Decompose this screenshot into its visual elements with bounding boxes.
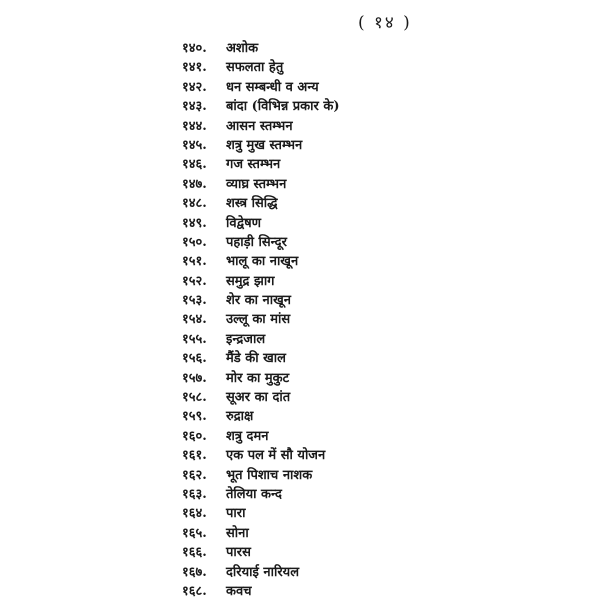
list-item — [182, 155, 340, 174]
list-item — [182, 349, 340, 368]
entry-number: १४७. — [182, 176, 207, 192]
entry-title: मोर का मुकुट — [226, 370, 290, 386]
entry-title: गज स्तम्भन — [226, 157, 281, 173]
entry-number: १६३. — [182, 486, 207, 502]
entry-number: १६०. — [182, 428, 207, 444]
list-item — [182, 136, 340, 155]
list-item — [182, 330, 340, 349]
entry-title: विद्वेषण — [226, 215, 261, 231]
entry-number: १४०. — [182, 41, 207, 56]
entry-title: पारा — [226, 506, 246, 522]
entry-title: इन्द्रजाल — [226, 331, 266, 347]
list-item — [182, 117, 340, 136]
entry-title: पहाड़ी सिन्दूर — [226, 234, 287, 250]
entry-title: शस्त्र सिद्धि — [226, 196, 278, 212]
list-item — [182, 485, 340, 504]
entry-number: १५३. — [182, 293, 207, 309]
entry-number: १६५. — [182, 525, 207, 541]
list-item — [182, 39, 340, 58]
entry-title: कवच — [226, 583, 252, 599]
entry-number: १६१. — [182, 448, 207, 464]
list-item — [182, 214, 340, 233]
entry-number: १४१. — [182, 60, 207, 76]
table-of-contents — [182, 39, 340, 600]
entry-number: १५५. — [182, 331, 207, 347]
entry-number: १६२. — [182, 467, 207, 483]
entry-title: अशोक — [226, 41, 259, 56]
entry-title: सोना — [226, 525, 249, 541]
entry-title: व्याघ्र स्तम्भन — [226, 176, 287, 192]
entry-title: मैंडे की खाल — [226, 351, 286, 367]
list-item — [182, 291, 340, 310]
list-item — [182, 504, 340, 523]
entry-number: १४४. — [182, 118, 207, 134]
entry-number: १५९. — [182, 409, 207, 425]
entry-number: १४६. — [182, 157, 207, 173]
list-item — [182, 175, 340, 194]
entry-number: १५२. — [182, 273, 207, 289]
entry-title: तेलिया कन्द — [226, 486, 282, 502]
entry-title: भूत पिशाच नाशक — [226, 467, 313, 483]
entry-number: १५०. — [182, 234, 207, 250]
list-item — [182, 310, 340, 329]
entry-title: बांदा (विभिन्न प्रकार के) — [226, 99, 340, 115]
entry-number: १५८. — [182, 390, 207, 406]
list-item — [182, 58, 340, 77]
entry-number: १५६. — [182, 351, 207, 367]
list-item — [182, 272, 340, 291]
entry-number: १६७. — [182, 564, 207, 580]
entry-number: १४२. — [182, 79, 207, 95]
entry-number: १४८. — [182, 196, 207, 212]
page-number: ( १४ ) — [358, 13, 412, 33]
entry-title: शेर का नाखून — [226, 293, 291, 309]
list-item — [182, 97, 340, 116]
list-item — [182, 78, 340, 97]
list-item — [182, 369, 340, 388]
list-item — [182, 524, 340, 543]
entry-number: १५४. — [182, 312, 207, 328]
entry-number: १४५. — [182, 137, 207, 153]
list-item — [182, 407, 340, 426]
entry-title: धन सम्बन्धी व अन्य — [226, 79, 319, 95]
list-item — [182, 388, 340, 407]
entry-title: रुद्राक्ष — [226, 409, 254, 425]
entry-title: उल्लू का मांस — [226, 312, 291, 328]
entry-title: दरियाई नारियल — [226, 564, 300, 580]
list-item — [182, 446, 340, 465]
entry-number: १६४. — [182, 506, 207, 522]
entry-number: १६६. — [182, 545, 207, 561]
list-item — [182, 582, 340, 600]
entry-title: सूअर का दांत — [226, 390, 291, 406]
entry-number: १४९. — [182, 215, 207, 231]
list-item — [182, 233, 340, 252]
entry-title: आसन स्तम्भन — [226, 118, 293, 134]
entry-title: समुद्र झाग — [226, 273, 275, 289]
entry-title: शत्रु दमन — [226, 428, 269, 444]
entry-title: पारस — [226, 545, 251, 561]
list-item — [182, 466, 340, 485]
list-item — [182, 543, 340, 562]
entry-title: शत्रु मुख स्तम्भन — [226, 137, 303, 153]
entry-number: १६८. — [182, 583, 207, 599]
list-item — [182, 252, 340, 271]
entry-title: भालू का नाखून — [226, 254, 299, 270]
entry-title: एक पल में सौ योजन — [226, 448, 326, 464]
entry-title: सफलता हेतु — [226, 60, 284, 76]
entry-number: १५१. — [182, 254, 207, 270]
entry-number: १४३. — [182, 99, 207, 115]
entry-number: १५७. — [182, 370, 207, 386]
list-item — [182, 194, 340, 213]
list-item — [182, 427, 340, 446]
list-item — [182, 563, 340, 582]
